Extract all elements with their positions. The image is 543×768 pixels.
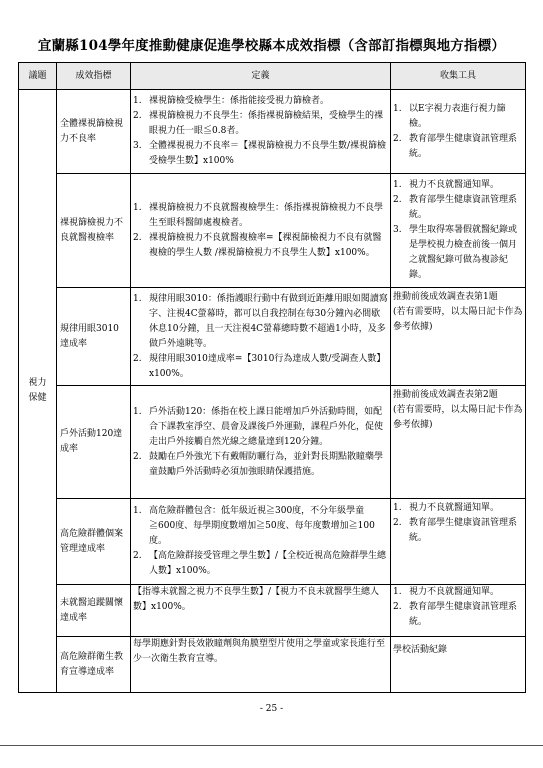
table-row	[19, 499, 526, 585]
bottom-divider	[0, 745, 543, 746]
definition-cell	[131, 174, 391, 288]
tools-cell	[391, 288, 526, 386]
tool-item: 1. 視力不良就醫通知單。	[393, 180, 500, 190]
definition-item: 1. 高危險群體包含：低年級近視≧300度，不分年級學童≧600度、每學期度數增加≧50度、每年度數增加≧100度。	[133, 506, 375, 546]
header-topic: 議題	[19, 63, 57, 90]
tool-text: 推動前後成效調查表第1題	[393, 292, 498, 302]
definition-item: 1. 裸視篩檢受檢學生：係指能接受視力篩檢者。	[133, 96, 330, 106]
table-header-row	[19, 63, 526, 90]
indicator-cell: 規律用眼3010達成率	[57, 288, 131, 386]
definition-item: 1. 戶外活動120：係指在校上課日能增加戶外活動時間，如配合下課教室淨空、晨會及課後戶外運動，課程戶外化，促使走出戶外接觸自然光線之總量達到120分鐘。	[133, 406, 384, 447]
table-row	[19, 174, 526, 288]
table-row	[19, 90, 526, 174]
indicator-table	[18, 62, 526, 693]
definition-item: 2. 裸視篩檢視力不良學生：係指裸視篩檢結果，受檢學生的裸眼視力任一眼≦0.8者。	[133, 111, 384, 136]
tool-item: 1. 視力不良就醫通知單。	[393, 503, 500, 513]
definition-cell	[131, 288, 391, 386]
table-row	[19, 288, 526, 386]
page-number: - 25 -	[259, 704, 284, 714]
definition-cell	[131, 637, 391, 693]
definition-cell	[131, 499, 391, 585]
tool-item: 2. 教育部學生健康資訊管理系統。	[393, 195, 518, 220]
tools-cell	[391, 90, 526, 174]
header-definition: 定義	[131, 63, 391, 90]
tools-cell	[391, 174, 526, 288]
definition-cell	[131, 585, 391, 637]
definition-item: 2. 【高危險群接受管理之學生數】/【全校近視高危險群學生總人數】x100%。	[133, 551, 387, 576]
table-row	[19, 585, 526, 637]
tools-cell	[391, 386, 526, 499]
definition-item: 2. 規律用眼3010達成率=【3010行為達成人數/受調查人數】x100%。	[133, 353, 386, 379]
tools-cell	[391, 585, 526, 637]
page-title: 宜蘭縣104學年度推動健康促進學校縣本成效指標（含部訂指標與地方指標）	[37, 38, 506, 54]
table-row	[19, 386, 526, 499]
indicator-cell: 高危險群體個案管理達成率	[57, 499, 131, 585]
header-indicator: 成效指標	[57, 63, 131, 90]
tool-item: 2. 教育部學生健康資訊管理系統。	[393, 133, 518, 159]
indicator-cell: 全體裸視篩檢視力不良率	[57, 90, 131, 174]
topic-label: 視力保健	[28, 378, 47, 403]
table-row	[19, 637, 526, 693]
definition-item: 3. 全體裸視視力不良率＝【裸視篩檢視力不良學生數/裸視篩檢受檢學生數】x100%	[133, 141, 387, 166]
header-tools: 收集工具	[391, 63, 526, 90]
tool-item: 1. 以E字視力表進行視力篩檢。	[393, 103, 506, 129]
definition-item: 2. 鼓勵在戶外強光下有戴帽防曬行為，並針對長期點散瞳藥學童鼓勵戶外活動時必須加強眼睛保護措施。	[133, 451, 384, 477]
tools-cell	[391, 637, 526, 693]
indicator-cell: 高危險群衛生教育宣導達成率	[57, 637, 131, 693]
tool-item: 1. 視力不良就醫通知單。	[393, 587, 500, 597]
indicator-cell: 未就醫追蹤關懷達成率	[57, 585, 131, 637]
tool-note: (若有需要時，以太陽日記卡作為參考依據)	[393, 307, 523, 332]
tool-text: 推動前後成效調查表第2題	[393, 390, 498, 400]
definition-cell	[131, 90, 391, 174]
definition-item: 1. 裸視篩檢視力不良就醫複檢學生：係指裸視篩檢視力不良學生至眼科醫師處複檢者。	[133, 202, 384, 228]
tool-item: 2. 教育部學生健康資訊管理系統。	[393, 602, 518, 627]
definition-item: 2. 裸視篩檢視力不良就醫複檢率=【裸視篩檢視力不良有就醫複檢的學生人數 /裸視篩檢視力不良學生人數】x100%。	[133, 232, 382, 258]
tool-item: 2. 教育部學生健康資訊管理系統。	[393, 518, 518, 543]
definition-cell	[131, 386, 391, 499]
tool-note: (若有需要時，以太陽日記卡作為參考依據)	[393, 405, 523, 430]
definition-text: 每學期應針對長效散瞳劑與角膜塑型片使用之學童或家長進行至少一次衛生教育宣導。	[133, 639, 386, 664]
tool-text: 學校活動紀錄	[393, 645, 448, 655]
topic-cell	[19, 90, 57, 693]
indicator-cell: 戶外活動120達成率	[57, 386, 131, 499]
tools-cell	[391, 499, 526, 585]
indicator-cell: 裸視篩檢視力不良就醫複檢率	[57, 174, 131, 288]
tool-item: 3. 學生取得寒暑假就醫紀錄或是學校視力檢查前後一個月之就醫紀錄可做為複診紀錄。	[393, 225, 518, 280]
definition-item: 1. 規律用眼3010：係指護眼行動中有做到近距離用眼如閱讀寫字、注視4C螢幕時，都可以自我控制在每30分鐘內必間歇休息10分鐘，且一天注視4C螢幕總時數不超過1小時，及多做戶外遠眺等。	[133, 293, 388, 349]
definition-text: 【指導未就醫之視力不良學生數】/【視力不良未就醫學生總人數】x100%。	[133, 587, 380, 612]
